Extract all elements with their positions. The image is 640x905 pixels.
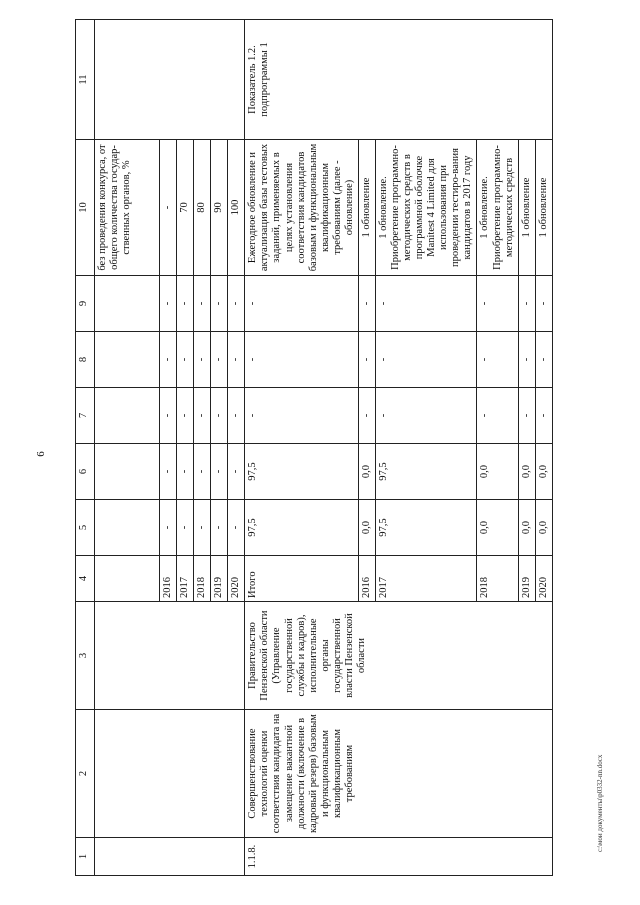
value-cell: 0,0 bbox=[358, 500, 375, 556]
value-cell: - bbox=[211, 444, 228, 500]
value-cell: - bbox=[228, 276, 245, 332]
value-cell: - bbox=[228, 388, 245, 444]
value-cell: - bbox=[245, 276, 359, 332]
value-cell: - bbox=[177, 332, 194, 388]
value-cell: 0,0 bbox=[477, 500, 518, 556]
value-cell: - bbox=[177, 276, 194, 332]
col-header: 5 bbox=[76, 500, 95, 556]
year-cell: 2020 bbox=[535, 556, 552, 602]
column-number-row bbox=[76, 20, 95, 876]
value-cell: - bbox=[375, 332, 477, 388]
value-cell: - bbox=[194, 388, 211, 444]
indicator-text: без проведения конкурса, от общего количества государ-ственных органов, % bbox=[95, 140, 160, 276]
value-cell: - bbox=[211, 276, 228, 332]
item-name: Совершенствование технологий оценки соответствия кандидата на замещение вакантной должности (включение в кадровый резерв) базовым и функциональным квалификационным требованиям bbox=[245, 710, 552, 838]
value-cell: - bbox=[160, 388, 177, 444]
col-header: 11 bbox=[76, 20, 95, 140]
year-cell: 2019 bbox=[211, 556, 228, 602]
year-cell: 2018 bbox=[477, 556, 518, 602]
col-header: 10 bbox=[76, 140, 95, 276]
result-cell: 100 bbox=[228, 140, 245, 276]
col-header: 9 bbox=[76, 276, 95, 332]
value-cell: - bbox=[477, 332, 518, 388]
value-cell: 97,5 bbox=[375, 500, 477, 556]
value-cell: - bbox=[518, 276, 535, 332]
result-cell: 90 bbox=[211, 140, 228, 276]
value-cell: - bbox=[177, 388, 194, 444]
indicator-ref: Показатель 1.2. подпрограммы 1 bbox=[245, 20, 552, 140]
year-cell: 2020 bbox=[228, 556, 245, 602]
value-cell: - bbox=[194, 332, 211, 388]
col-header: 1 bbox=[76, 838, 95, 876]
value-cell: - bbox=[358, 332, 375, 388]
value-cell: - bbox=[477, 276, 518, 332]
year-cell: Итого bbox=[245, 556, 359, 602]
result-cell: Ежегодное обновление и актуализация базы тестовых заданий, применяемых в целях установления соответствия кандидатов базовым и функциональным квалификационным требованиям (далее - обновление) bbox=[245, 140, 359, 276]
value-cell: - bbox=[535, 332, 552, 388]
program-activities-table bbox=[75, 19, 553, 876]
result-cell: - bbox=[160, 140, 177, 276]
year-cell: 2016 bbox=[358, 556, 375, 602]
value-cell: - bbox=[518, 388, 535, 444]
col-header: 6 bbox=[76, 444, 95, 500]
value-cell: - bbox=[160, 500, 177, 556]
value-cell: - bbox=[194, 500, 211, 556]
value-cell: 97,5 bbox=[245, 500, 359, 556]
year-cell: 2017 bbox=[375, 556, 477, 602]
footer-file-path: c:\мои документы\p0332-nn.docx bbox=[596, 754, 604, 852]
value-cell: 0,0 bbox=[535, 444, 552, 500]
value-cell: - bbox=[228, 332, 245, 388]
col-header: 7 bbox=[76, 388, 95, 444]
item-executor: Правительство Пензенской области (Управление государственной службы и кадров), исполнительные органы государственной власти Пензенской области bbox=[245, 602, 552, 710]
value-cell: 97,5 bbox=[245, 444, 359, 500]
col-header: 4 bbox=[76, 556, 95, 602]
result-cell: 1 обновление bbox=[535, 140, 552, 276]
value-cell: - bbox=[211, 332, 228, 388]
value-cell: - bbox=[358, 388, 375, 444]
result-cell: 1 обновление. Приобретение программно-методических средств bbox=[477, 140, 518, 276]
value-cell: 0,0 bbox=[477, 444, 518, 500]
result-cell: 70 bbox=[177, 140, 194, 276]
value-cell: 0,0 bbox=[358, 444, 375, 500]
col-header: 8 bbox=[76, 332, 95, 388]
table-row bbox=[245, 20, 359, 876]
value-cell: - bbox=[211, 388, 228, 444]
document-table-rotated bbox=[75, 20, 620, 876]
value-cell: - bbox=[177, 500, 194, 556]
value-cell: 97,5 bbox=[375, 444, 477, 500]
result-cell: 1 обновление bbox=[518, 140, 535, 276]
value-cell: - bbox=[375, 276, 477, 332]
page-number: 6 bbox=[34, 451, 47, 457]
value-cell: - bbox=[211, 500, 228, 556]
value-cell: - bbox=[477, 388, 518, 444]
year-cell: 2018 bbox=[194, 556, 211, 602]
value-cell: - bbox=[177, 444, 194, 500]
value-cell: 0,0 bbox=[518, 444, 535, 500]
value-cell: - bbox=[245, 388, 359, 444]
value-cell: - bbox=[228, 444, 245, 500]
year-cell: 2019 bbox=[518, 556, 535, 602]
result-cell: 80 bbox=[194, 140, 211, 276]
value-cell: - bbox=[160, 276, 177, 332]
value-cell: - bbox=[160, 332, 177, 388]
value-cell: - bbox=[228, 500, 245, 556]
value-cell: - bbox=[518, 332, 535, 388]
value-cell: - bbox=[194, 444, 211, 500]
value-cell: - bbox=[160, 444, 177, 500]
value-cell: 0,0 bbox=[518, 500, 535, 556]
value-cell: - bbox=[358, 276, 375, 332]
value-cell: - bbox=[194, 276, 211, 332]
year-cell: 2016 bbox=[160, 556, 177, 602]
result-cell: 1 обновление bbox=[358, 140, 375, 276]
value-cell: - bbox=[535, 388, 552, 444]
value-cell: 0,0 bbox=[535, 500, 552, 556]
value-cell: - bbox=[245, 332, 359, 388]
item-number: 1.1.8. bbox=[245, 838, 552, 876]
col-header: 3 bbox=[76, 602, 95, 710]
result-cell: 1 обновление. Приобретение программно-методических средств в программной оболочке Manitest 4 Limited для использования при проведении тестиро-вания кандидатов в 2017 году bbox=[375, 140, 477, 276]
year-cell: 2017 bbox=[177, 556, 194, 602]
col-header: 2 bbox=[76, 710, 95, 838]
table-row bbox=[95, 20, 160, 876]
value-cell: - bbox=[535, 276, 552, 332]
value-cell: - bbox=[375, 388, 477, 444]
